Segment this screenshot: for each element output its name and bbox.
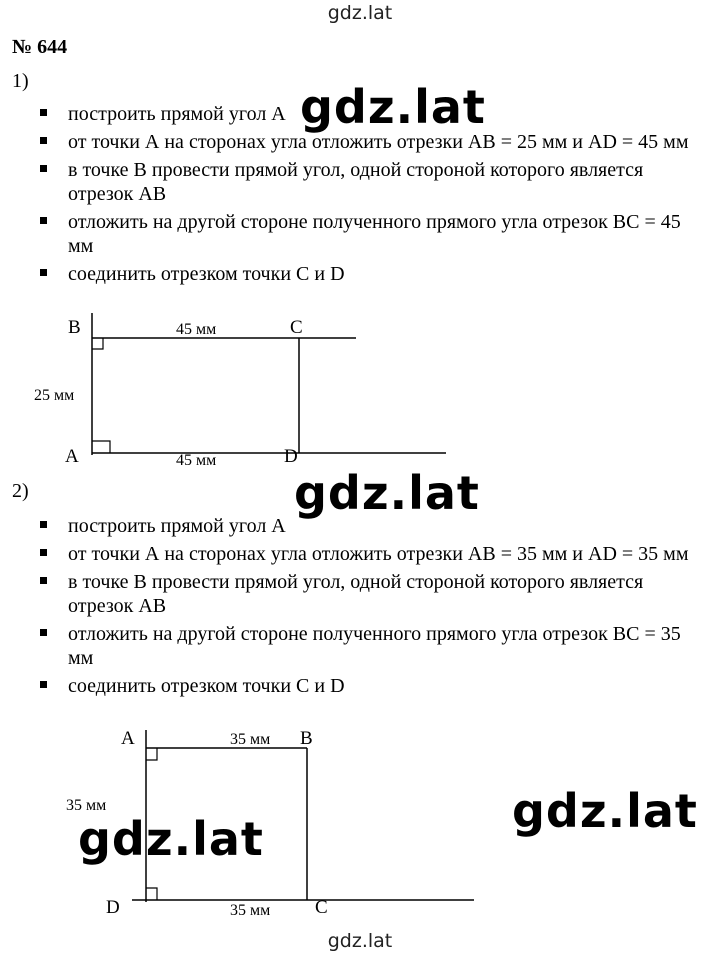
problem-number: № 644 [12, 36, 68, 58]
bullet-icon [40, 577, 47, 584]
watermark: gdz.lat [294, 466, 480, 520]
bottom-length-label: 45 мм [176, 452, 217, 469]
list-item: отложить на другой стороне полученного прямого угла отрезок ВС = 35 мм [40, 622, 710, 670]
top-length-label: 45 мм [176, 321, 217, 338]
figure-1 [0, 305, 480, 470]
vertex-a-label: A [65, 446, 79, 467]
bullet-icon [40, 521, 47, 528]
list-item: построить прямой угол А [40, 102, 710, 126]
list-item: отложить на другой стороне полученного прямого угла отрезок ВС = 45 мм [40, 210, 710, 258]
vertex-d-label: D [106, 897, 120, 918]
bullet-icon [40, 681, 47, 688]
bullet-icon [40, 549, 47, 556]
bullet-icon [40, 629, 47, 636]
list-item: в точке В провести прямой угол, одной стороной которого является отрезок АВ [40, 158, 710, 206]
bottom-length-label: 35 мм [230, 902, 271, 919]
list-item: построить прямой угол А [40, 514, 710, 538]
list-item: соединить отрезком точки С и D [40, 262, 710, 286]
list-item: от точки А на сторонах угла отложить отрезки АВ = 35 мм и АD = 35 мм [40, 542, 710, 566]
part1-label: 1) [12, 70, 29, 92]
bullet-icon [40, 165, 47, 172]
part2-label: 2) [12, 480, 29, 502]
vertex-a-label: A [121, 728, 135, 749]
right-angle-icon [146, 888, 157, 900]
watermark: gdz.lat [300, 80, 486, 134]
list-item: соединить отрезком точки С и D [40, 674, 710, 698]
vertex-d-label: D [284, 446, 298, 467]
right-angle-icon [92, 441, 110, 453]
bullet-icon [40, 269, 47, 276]
vertex-c-label: C [290, 317, 303, 338]
right-angle-icon [146, 748, 157, 760]
bullet-icon [40, 217, 47, 224]
vertex-b-label: B [68, 317, 81, 338]
bullet-icon [40, 137, 47, 144]
vertex-b-label: B [300, 728, 313, 749]
watermark: gdz.lat [512, 784, 698, 838]
side-length-label: 25 мм [34, 387, 75, 404]
part2-steps [40, 514, 710, 702]
top-length-label: 35 мм [230, 731, 271, 748]
side-length-label: 35 мм [66, 797, 107, 814]
list-item: от точки А на сторонах угла отложить отрезки АВ = 25 мм и АD = 45 мм [40, 130, 710, 154]
watermark: gdz.lat [78, 812, 264, 866]
list-item: в точке В провести прямой угол, одной стороной которого является отрезок АВ [40, 570, 710, 618]
vertex-c-label: C [315, 897, 328, 918]
right-angle-icon [92, 338, 103, 349]
bullet-icon [40, 109, 47, 116]
site-header[interactable]: gdz.lat [327, 2, 393, 24]
site-footer[interactable]: gdz.lat [327, 930, 393, 952]
